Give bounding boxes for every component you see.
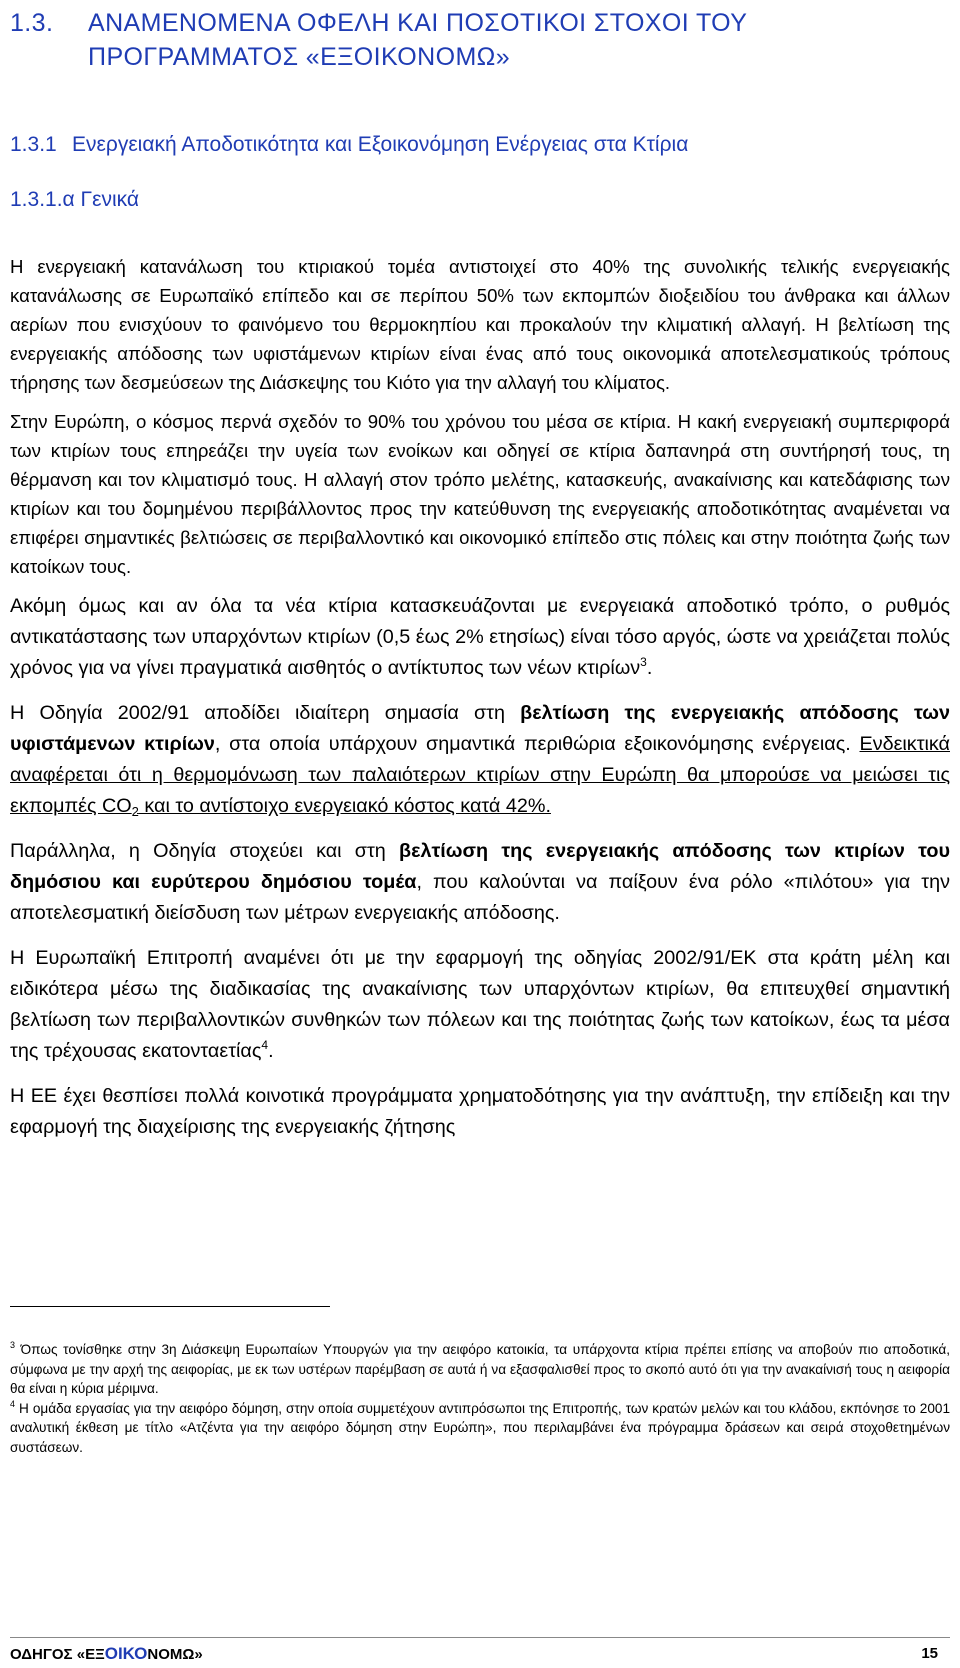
paragraph-7: Η ΕΕ έχει θεσπίσει πολλά κοινοτικά προγράμματα χρηματοδότησης για την ανάπτυξη, την επίδειξη και την εφαρμογή της διαχείρισης της ενεργειακής ζήτησης — [10, 1085, 950, 1138]
footnotes — [10, 1340, 950, 1458]
subsection-heading-title: Ενεργειακή Αποδοτικότητα και Εξοικονόμηση Ενέργειας στα Κτίρια — [72, 133, 689, 156]
page-number: 15 — [921, 1645, 938, 1662]
footnote-ref-4: 4 — [261, 1038, 269, 1052]
paragraph-6-end: . — [268, 1040, 274, 1062]
footer-title-prefix: ΟΔΗΓΟΣ «ΕΞ — [10, 1646, 105, 1663]
footer-title-suffix: ΝΟΜΩ» — [147, 1646, 203, 1663]
paragraph-3 — [10, 591, 950, 684]
paragraph-2: Στην Ευρώπη, ο κόσμος περνά σχεδόν το 90% του χρόνου του μέσα σε κτίρια. Η κακή ενεργειακή συμπεριφορά των κτιρίων τους επηρεάζει την υγεία των ενοίκων και οδηγεί σε κτίρια δαπανηρά στη συντήρησή τους, τη θέρμανση και τον κλιματισμό τους. Η αλλαγή στον τρόπο μελέτης, κατασκευής, ανακαίνισης και κατεδάφισης των κτιρίων και του δομημένου περιβάλλοντος προς την κατεύθυνση της ενεργειακής αποδοτικότητας αναμένεται να επιφέρει σημαντικές βελτιώσεις σε περιβαλλοντικό και οικονομικό επίπεδο στις πόλεις και στην ποιότητα ζωής των κατοίκων τους. — [10, 411, 950, 577]
subsubsection-heading: 1.3.1.α Γενικά — [10, 188, 139, 211]
footer-title — [10, 1644, 203, 1665]
paragraph-5-lead: Παράλληλα, η Οδηγία στοχεύει και στη — [10, 840, 399, 862]
footer-separator — [10, 1637, 950, 1638]
paragraph-5-bold: βελτίωση της ενεργειακής απόδοσης των κτιρίων του δημόσιου και ευρύτερου δημόσιου τομέα — [10, 840, 951, 893]
paragraph-6 — [10, 943, 950, 1067]
paragraph-3-text: Ακόμη όμως και αν όλα τα νέα κτίρια κατασκευάζονται με ενεργειακά αποδοτικό τρόπο, ο ρυθμός αντικατάστασης των υπαρχόντων κτιρίων (0,5 έως 2% ετησίως) είναι τόσο αργός, ώστε να χρειάζεται πολύς χρόνος για να γίνει πραγματικά αισθητός ο αντίκτυπος των νέων κτιρίων — [10, 595, 950, 679]
footnote-4 — [10, 1399, 950, 1458]
footnote-mark: 4 — [10, 1398, 16, 1409]
footnote-text: Η ομάδα εργασίας για την αειφόρο δόμηση, στην οποία συμμετέχουν αντιπρόσωποι της Επιτροπής, των κρατών μελών και του κλάδου, εκπόνησε το 2001 αναλυτική έκθεση με τίτλο «Ατζέντα για την αειφόρο δόμηση στην Ευρώπη», που περιλαμβάνει ένα πρόγραμμα δράσεων και σειρά στοχοθετημένων συστάσεων. — [10, 1400, 951, 1455]
paragraph-4 — [10, 698, 950, 822]
body-text — [10, 252, 950, 1143]
paragraph-4-bold: βελτίωση της ενεργειακής απόδοσης των υφιστάμενων κτιρίων — [10, 702, 950, 755]
section-heading-line2: ΠΡΟΓΡΑΜΜΑΤΟΣ «ΕΞΟΙΚΟΝΟΜΩ» — [88, 43, 511, 71]
paragraph-4-underline-text: Ενδεικτικά αναφέρεται ότι η θερμομόνωση των παλαιότερων κτιρίων στην Ευρώπη θα μπορούσε να μειώσει τις εκπομπές CO — [10, 733, 950, 817]
paragraph-5-end: , που καλούνται να παίξουν ένα ρόλο «πιλότου» για την αποτελεσματική διείσδυση των μέτρων ενεργειακής απόδοσης. — [10, 871, 951, 924]
footnote-mark: 3 — [10, 1340, 16, 1350]
paragraph-5 — [10, 836, 950, 929]
co2-subscript: 2 — [131, 804, 139, 819]
paragraph-4-mid: , στα οποία υπάρχουν σημαντικά περιθώρια εξοικονόμησης ενέργειας. — [214, 733, 860, 755]
footnote-text: Όπως τονίσθηκε στην 3η Διάσκεψη Ευρωπαίων Υπουργών για την αειφόρο κατοικία, τα υπάρχοντα κτίρια πρέπει επίσης να αποβούν πιο αποδοτικά, σύμφωνα με την αρχή της αειφορίας, με εκ των υστέρων παρέμβαση σε αυτά ή να εξασφαλισθεί προς το σκοπό αυτό ότι για την ανακαίνισή τους η αειφορία θα είναι η κύρια μέριμνα. — [10, 1342, 950, 1397]
section-heading — [10, 6, 950, 74]
footnote-ref-3: 3 — [640, 655, 647, 669]
paragraph-4-lead: Η Οδηγία 2002/91 αποδίδει ιδιαίτερη σημασία στη — [10, 702, 521, 724]
section-heading-line1: ΑΝΑΜΕΝΟΜΕΝΑ ΟΦΕΛΗ ΚΑΙ ΠΟΣΟΤΙΚΟΙ ΣΤΟΧΟΙ ΤΟΥ — [88, 9, 748, 37]
footnote-separator — [10, 1306, 330, 1307]
paragraph-6-text: Η Ευρωπαϊκή Επιτροπή αναμένει ότι με την εφαρμογή της οδηγίας 2002/91/ΕΚ στα κράτη μέλη και ειδικότερα μέσω της διαδικασίας της ανακαίνισης των υπαρχόντων κτιρίων, θα επιτευχθεί σημαντική βελτίωση των περιβαλλοντικών συνθηκών των πόλεων και της ποιότητας ζωής των κατοίκων, έως τα μέσα της τρέχουσας εκατονταετίας — [10, 947, 950, 1062]
subsection-heading — [10, 131, 688, 159]
subsection-heading-number: 1.3.1 — [10, 133, 57, 156]
footnote-3 — [10, 1340, 950, 1399]
section-heading-number: 1.3. — [10, 9, 54, 37]
paragraph-3-end: . — [646, 657, 653, 679]
paragraph-4-underline-end: και το αντίστοιχο ενεργειακό κόστος κατά 42%. — [138, 795, 551, 817]
paragraph-1: Η ενεργειακή κατανάλωση του κτιριακού τομέα αντιστοιχεί στο 40% της συνολικής τελικής ενεργειακής κατανάλωσης σε Ευρωπαϊκό επίπεδο και σε περίπου 50% των εκπομπών διοξειδίου του άνθρακα και άλλων αερίων που ενισχύουν το φαινόμενο του θερμοκηπίου και προκαλούν την κλιματική αλλαγή. Η βελτίωση της ενεργειακής απόδοσης των υφιστάμενων κτιρίων είναι ένας από τους οικονομικά αποτελεσματικούς τρόπους τήρησης των δεσμεύσεων της Διάσκεψης του Κιότο για την αλλαγή του κλίματος. — [10, 256, 950, 393]
footer-title-highlight: ΟΙΚΟ — [104, 1644, 148, 1663]
